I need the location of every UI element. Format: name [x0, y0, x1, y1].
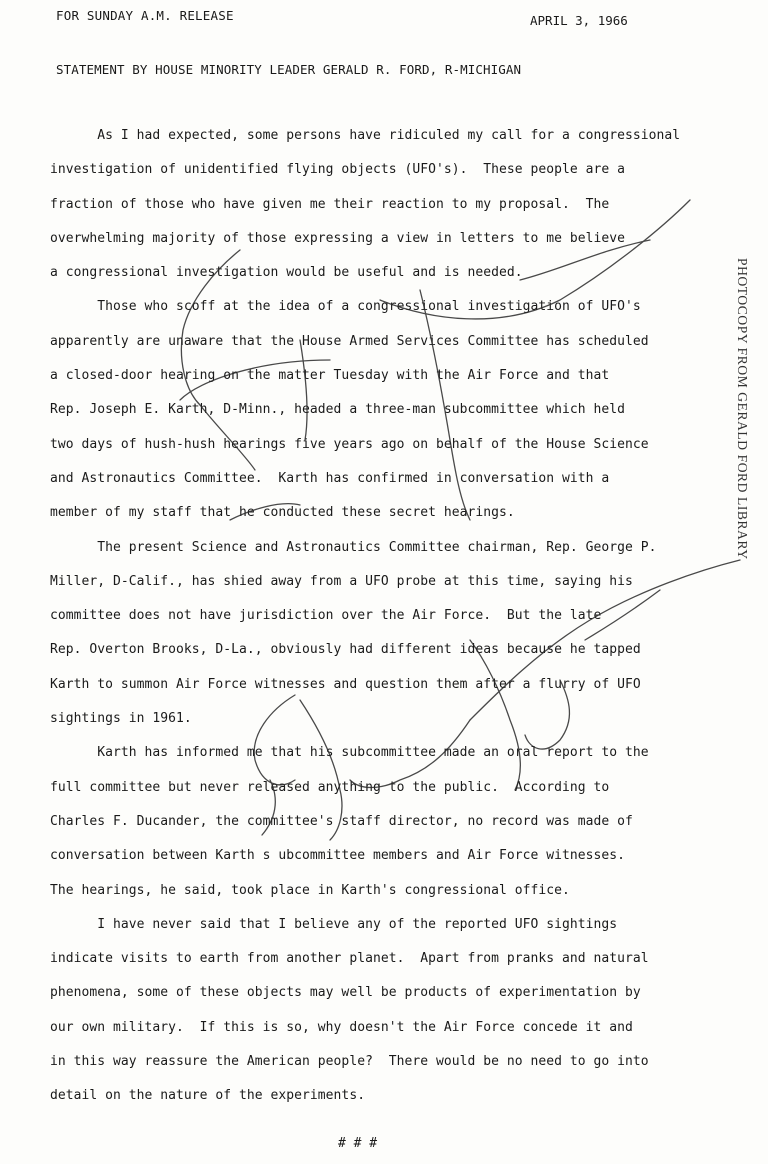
- body-line: full committee but never released anything to the public. According to: [50, 779, 610, 795]
- body-line: Karth to summon Air Force witnesses and question them after a flurry of UFO: [50, 676, 641, 692]
- body-line: Karth has informed me that his subcommittee made an oral report to the: [50, 745, 649, 761]
- body-line: Rep. Overton Brooks, D-La., obviously had different ideas because he tapped: [50, 642, 641, 658]
- body-line: member of my staff that he conducted these secret hearings.: [50, 505, 515, 521]
- library-stamp: [728, 258, 752, 558]
- body-line: overwhelming majority of those expressing a view in letters to me believe: [50, 230, 625, 246]
- body-line: a closed-door hearing on the matter Tuesday with the Air Force and that: [50, 368, 610, 384]
- body-line: apparently are unaware that the House Armed Services Committee has scheduled: [50, 333, 649, 349]
- body-line: As I had expected, some persons have ridiculed my call for a congressional: [50, 128, 681, 143]
- body-line: two days of hush-hush hearings five years ago on behalf of the House Science: [50, 436, 649, 452]
- body-line: sightings in 1961.: [50, 711, 192, 727]
- release-line: FOR SUNDAY A.M. RELEASE: [56, 8, 234, 23]
- end-mark: # # #: [338, 1136, 378, 1151]
- body-line: Those who scoff at the idea of a congressional investigation of UFO's: [50, 299, 641, 315]
- body-line: fraction of those who have given me their reaction to my proposal. The: [50, 196, 610, 212]
- body-line: Rep. Joseph E. Karth, D-Minn., headed a three-man subcommittee which held: [50, 402, 625, 418]
- body-line: a congressional investigation would be useful and is needed.: [50, 265, 523, 281]
- body-line: committee does not have jurisdiction over the Air Force. But the late: [50, 608, 602, 624]
- body-line: in this way reassure the American people? There would be no need to go into: [50, 1054, 649, 1070]
- body-line: investigation of unidentified flying objects (UFO's). These people are a: [50, 162, 625, 178]
- body-line: detail on the nature of the experiments.: [50, 1088, 366, 1104]
- body-line: conversation between Karth s ubcommittee members and Air Force witnesses.: [50, 848, 625, 864]
- release-date: APRIL 3, 1966: [530, 13, 628, 28]
- body-line: Charles F. Ducander, the committee's staff director, no record was made of: [50, 813, 633, 829]
- library-stamp-text: PHOTOCOPY FROM GERALD FORD LIBRARY: [735, 258, 750, 560]
- statement-body: [50, 126, 730, 1121]
- body-line: and Astronautics Committee. Karth has confirmed in conversation with a: [50, 470, 610, 486]
- statement-title: STATEMENT BY HOUSE MINORITY LEADER GERALD R. FORD, R-MICHIGAN: [56, 62, 522, 77]
- body-line: phenomena, some of these objects may well be products of experimentation by: [50, 985, 641, 1001]
- body-line: The present Science and Astronautics Committee chairman, Rep. George P.: [50, 539, 657, 555]
- body-line: indicate visits to earth from another planet. Apart from pranks and natural: [50, 951, 649, 967]
- body-line: I have never said that I believe any of the reported UFO sightings: [50, 916, 618, 932]
- body-line: our own military. If this is so, why doesn't the Air Force concede it and: [50, 1019, 633, 1035]
- body-line: The hearings, he said, took place in Karth's congressional office.: [50, 882, 570, 898]
- body-line: Miller, D-Calif., has shied away from a UFO probe at this time, saying his: [50, 573, 633, 589]
